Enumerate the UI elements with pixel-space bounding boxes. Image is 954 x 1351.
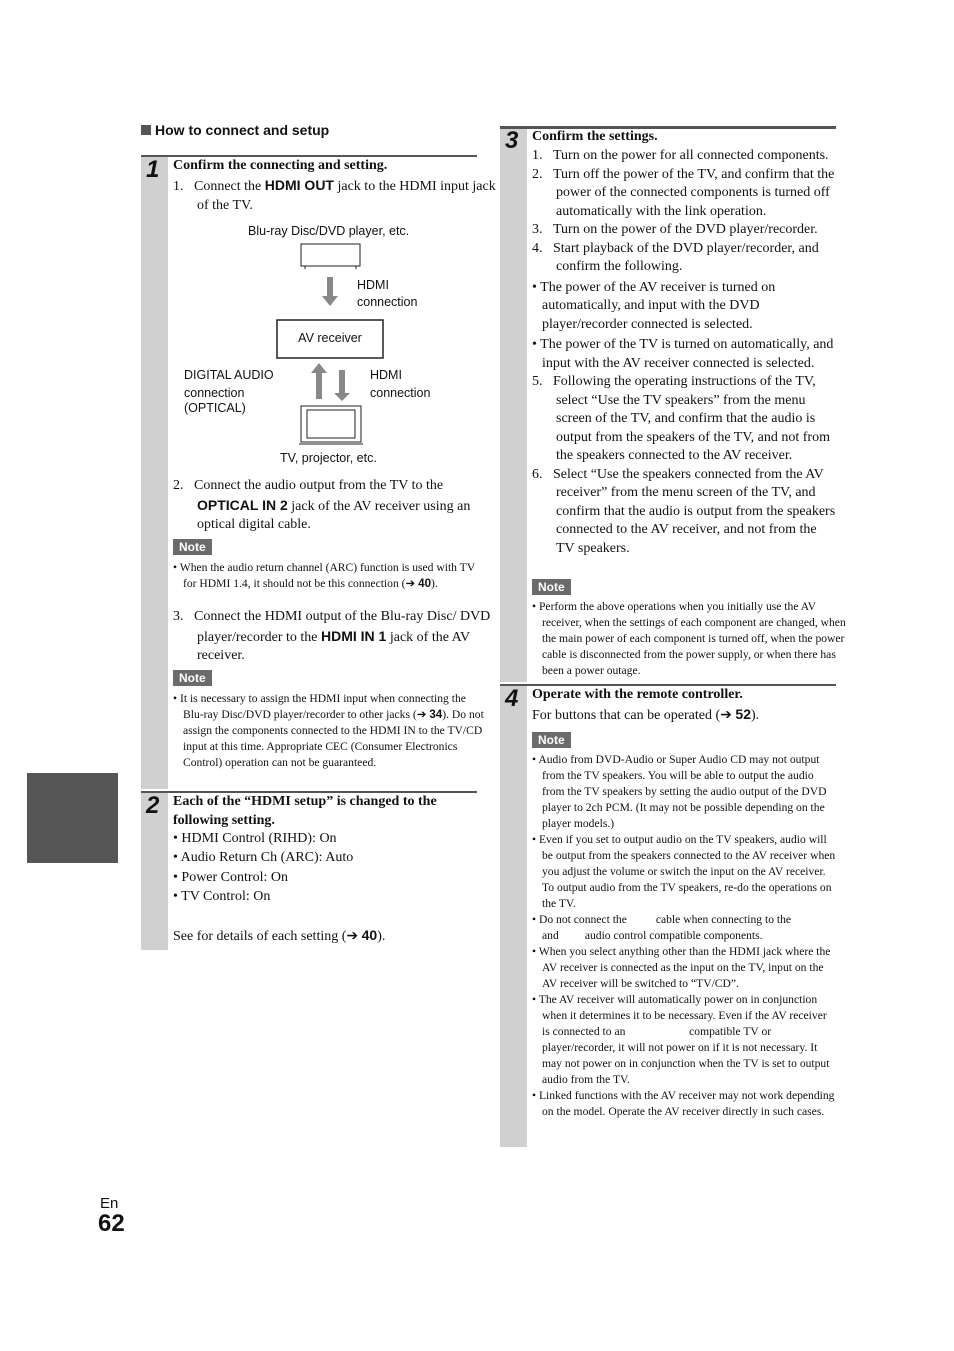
- step2-setting-2: • Audio Return Ch (ARC): Auto: [173, 850, 354, 865]
- step1-note2-badge: Note: [173, 669, 212, 687]
- hdmi-label-1b: connection: [357, 295, 418, 309]
- step3-bullet-1: • The power of the AV receiver is turned on automatically, and input with the DVD player/recorder connected is selected.: [532, 279, 776, 332]
- hdmi-label-2: HDMI: [370, 368, 402, 382]
- step4-notes: [532, 752, 836, 1120]
- receiver-label: AV receiver: [298, 331, 362, 345]
- step3-heading: Confirm the settings.: [532, 129, 658, 144]
- step3-number: 3: [505, 127, 519, 154]
- step1-note2-text: • It is necessary to assign the HDMI input when connecting the Blu-ray Disc/DVD player/recorder to other jacks (➔ 34). Do not assign the components connected to the HDMI IN to the TV/CD input at this time. Appropriate CEC (Consumer Electronics Control) operation can not be guaranteed.: [173, 692, 484, 769]
- step2-setting-3: • Power Control: On: [173, 870, 288, 885]
- step3-note-badge: Note: [532, 578, 571, 596]
- tv-icon: [299, 406, 363, 444]
- step3-item-1: 1. Turn on the power for all connected components.: [532, 148, 829, 163]
- player-device-icon: [301, 244, 360, 266]
- step3-item-4: 4. Start playback of the DVD player/recorder, and confirm the following.: [532, 240, 819, 274]
- step4-note-badge: Note: [532, 731, 571, 749]
- step3-bar: [500, 128, 527, 682]
- step3-note-text: • Perform the above operations when you initially use the AV receiver, when the settings of each component are changed, when the main power of each component is turned off, when the power cable is disconnected from the power supply, or when there has been a power outage.: [532, 600, 846, 677]
- footer-language: En: [100, 1195, 119, 1212]
- optical-arrow-up-icon: [311, 363, 327, 399]
- step1-bar: [141, 156, 168, 789]
- step3-item-6: 6. Select “Use the speakers connected from the AV receiver” from the menu screen of the TV, and confirm that the audio is output from the speakers connected to the AV receiver, and not from the TV speakers.: [532, 466, 836, 556]
- step3-item-3: 3. Turn on the power of the DVD player/recorder.: [532, 222, 818, 237]
- digital-label-2: connection: [184, 386, 245, 400]
- step4-heading: Operate with the remote controller.: [532, 687, 743, 702]
- step4-note-5: • The AV receiver will automatically power on in conjunction when it determines it to be necessary. Even if the AV receiver is connected to an compatible TV or player/recorder, it will not power on if it is not necessary. It may not power on in conjunction when the TV is set to output audio from the TV.: [532, 993, 830, 1086]
- hdmi-arrow-down-2-icon: [334, 370, 350, 401]
- step1-number: 1: [146, 156, 160, 183]
- section-title-text: How to connect and setup: [155, 122, 330, 138]
- step4-note-2: • Even if you set to output audio on the TV speakers, audio will be output from the speakers connected to the AV receiver when you adjust the volume or switch the input on the AV receiver. To output audio from the TV speakers, re-do the operations on the TV.: [532, 833, 836, 910]
- step4-sub: For buttons that can be operated (➔ 52).: [532, 706, 760, 723]
- connection-diagram: [180, 220, 477, 470]
- step4-number: 4: [505, 685, 519, 712]
- step2-see-details: See for details of each setting (➔ 40).: [173, 927, 386, 944]
- step3-list: [532, 147, 836, 558]
- section-title: [141, 122, 329, 138]
- page-number: 62: [98, 1210, 125, 1237]
- hdmi-arrow-down-icon: [322, 277, 338, 306]
- step4-bar: [500, 686, 527, 1147]
- step4-note-1: • Audio from DVD-Audio or Super Audio CD may not output from the TV speakers. You will be able to output the audio from the TV speakers by setting the audio output of the DVD player to 2ch PCM. (It may not be possible depending on the player models.): [532, 753, 827, 830]
- step4-note-4: • When you select anything other than the HDMI jack where the AV receiver is connected as the input on the TV, input on the AV receiver will be switched to “TV/CD”.: [532, 945, 831, 990]
- step2-setting-1: • HDMI Control (RIHD): On: [173, 831, 337, 846]
- tv-label: TV, projector, etc.: [280, 451, 377, 465]
- step2-heading: Each of the “HDMI setup” is changed to the following setting.: [173, 794, 437, 828]
- step1-item3: 3. Connect the HDMI output of the Blu-ray Disc/ DVD player/recorder to the HDMI IN 1 jack of the AV receiver.: [173, 609, 491, 663]
- step1-item1: 1. Connect the HDMI OUT jack to the HDMI input jack of the TV.: [173, 177, 496, 213]
- step4-note-3: • Do not connect the cable when connecting to the and audio control compatible components.: [532, 913, 829, 942]
- step1-heading: Confirm the connecting and setting.: [173, 158, 388, 173]
- step2-setting-4: • TV Control: On: [173, 889, 271, 904]
- step1-note1-badge: Note: [173, 538, 212, 556]
- step4-note-6: • Linked functions with the AV receiver may not work depending on the model. Operate the AV receiver directly in such cases.: [532, 1089, 835, 1118]
- square-bullet-icon: [141, 125, 151, 135]
- step3-item-2: 2. Turn off the power of the TV, and confirm that the power of the connected components is turned off automatically with the link operation.: [532, 166, 835, 219]
- step3-item-5: 5. Following the operating instructions of the TV, select “Use the TV speakers” from the menu screen of the TV, and confirm that the audio is output from the speakers of the TV, and not from the speakers connected to the AV receiver.: [532, 374, 830, 463]
- hdmi-label-1: HDMI: [357, 278, 389, 292]
- chapter-side-tab: [27, 773, 118, 863]
- digital-label-1: DIGITAL AUDIO: [184, 368, 274, 382]
- player-label: Blu-ray Disc/DVD player, etc.: [248, 224, 410, 238]
- step2-number: 2: [146, 792, 160, 819]
- step3-bullet-2: • The power of the TV is turned on automatically, and input with the AV receiver connected is selected.: [532, 337, 834, 371]
- step1-item2: 2. Connect the audio output from the TV to the OPTICAL IN 2 jack of the AV receiver using an optical digital cable.: [173, 478, 471, 532]
- step1-note1-text: • When the audio return channel (ARC) function is used with TV for HDMI 1.4, it should not be this connection (➔ 40).: [173, 561, 475, 590]
- digital-label-3: (OPTICAL): [184, 401, 246, 415]
- hdmi-label-2b: connection: [370, 386, 431, 400]
